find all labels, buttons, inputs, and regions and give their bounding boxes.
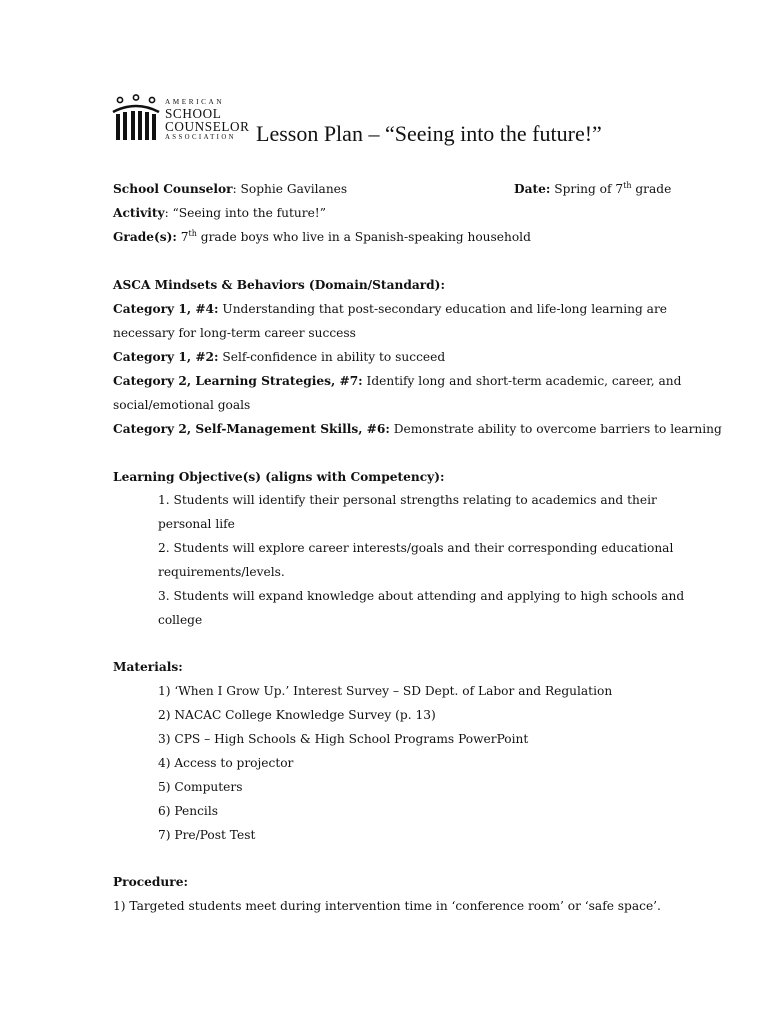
logo-line-association: ASSOCIATION [165,133,236,141]
mindset-item [113,422,722,436]
mindset-label: Category 1, #2: [113,350,219,364]
mindset-text-continued: necessary for long-term career success [113,326,356,340]
mindset-label: Category 1, #4: [113,302,219,316]
mindset-text: Understanding that post-secondary education and life-long learning are [218,302,667,316]
mindsets-heading: ASCA Mindsets & Behaviors (Domain/Standard): [113,278,445,292]
material-item: 7) Pre/Post Test [158,828,256,842]
grade-value: 7 [176,230,189,244]
mindset-label: Category 2, Self-Management Skills, #6: [113,422,390,436]
material-item: 2) NACAC College Knowledge Survey (p. 13) [158,708,436,722]
mindset-text: Identify long and short-term academic, career, and [362,374,682,388]
objective-item: 2. Students will explore career interests/goals and their corresponding educational [158,541,674,555]
date-line [514,182,671,196]
date-ordinal: th [623,181,632,190]
grade-line [113,230,531,244]
material-item: 1) ‘When I Grow Up.’ Interest Survey – SD Dept. of Labor and Regulation [158,684,613,698]
logo-line-american: AMERICAN [165,98,225,106]
objective-item-continued: requirements/levels. [158,565,285,579]
material-item: 4) Access to projector [158,756,294,770]
material-item: 3) CPS – High Schools & High School Programs PowerPoint [158,732,529,746]
activity-label: Activity [113,206,165,220]
counselor-label: School Counselor [113,182,233,196]
material-item: 5) Computers [158,780,243,794]
counselor-value: : Sophie Gavilanes [232,182,348,196]
objective-item-continued: college [158,613,203,627]
mindset-label: Category 2, Learning Strategies, #7: [113,374,363,388]
counselor-line [113,182,347,196]
page-title: Lesson Plan – “Seeing into the future!” [256,121,602,146]
objective-item: 1. Students will identify their personal strengths relating to academics and their [158,493,657,507]
materials-heading: Materials: [113,660,183,674]
mindset-item [113,350,445,364]
material-item: 6) Pencils [158,804,218,818]
date-value-suffix: grade [631,182,672,196]
asca-logo-icon [110,94,162,146]
mindset-item [113,374,681,388]
mindset-text-continued: social/emotional goals [113,398,251,412]
procedure-item: 1) Targeted students meet during intervention time in ‘conference room’ or ‘safe space’. [113,899,661,913]
logo-wordmark [165,99,250,141]
activity-line [113,206,326,220]
grade-ordinal: th [188,229,197,238]
grade-value-suffix: grade boys who live in a Spanish-speaking household [196,230,531,244]
mindset-item [113,302,667,316]
logo-line-school: SCHOOL [165,106,222,122]
objectives-heading: Learning Objective(s) (aligns with Competency): [113,470,445,484]
mindset-text: Demonstrate ability to overcome barriers to learning [389,422,722,436]
asca-logo [110,94,250,150]
date-value: Spring of 7 [550,182,624,196]
objective-item: 3. Students will expand knowledge about attending and applying to high schools and [158,589,685,603]
logo-line-counselor: COUNSELOR [165,119,250,135]
date-label: Date: [514,182,551,196]
objective-item-continued: personal life [158,517,235,531]
procedure-heading: Procedure: [113,875,188,889]
grade-label: Grade(s): [113,230,177,244]
mindset-text: Self-confidence in ability to succeed [218,350,446,364]
activity-value: : “Seeing into the future!” [164,206,326,220]
